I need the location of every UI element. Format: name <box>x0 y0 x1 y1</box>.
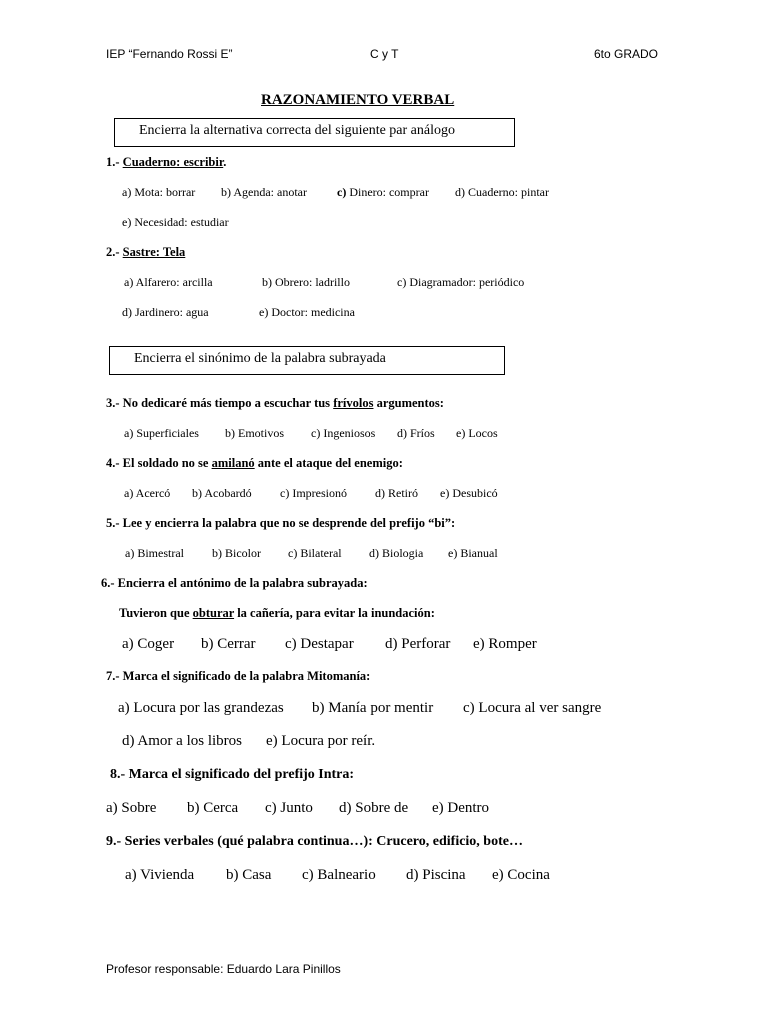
q5-option-a[interactable]: a) Bimestral <box>125 546 184 560</box>
q2-option-e[interactable]: e) Doctor: medicina <box>259 305 355 319</box>
question-3-pre: 3.- No dedicaré más tiempo a escuchar tus <box>106 396 334 410</box>
q8-option-c[interactable]: c) Junto <box>265 800 313 816</box>
q3-option-a[interactable]: a) Superficiales <box>124 426 199 440</box>
question-4-post: ante el ataque del enemigo: <box>254 456 403 470</box>
instruction-box-synonym <box>109 346 505 375</box>
q3-option-e[interactable]: e) Locos <box>456 426 498 440</box>
q1-option-c[interactable] <box>337 185 429 200</box>
footer-teacher: Profesor responsable: Eduardo Lara Pinillos <box>106 962 341 976</box>
question-8: 8.- Marca el significado del prefijo Intra: <box>110 767 355 782</box>
q7-option-b[interactable]: b) Manía por mentir <box>312 700 434 716</box>
q8-option-d[interactable]: d) Sobre de <box>339 800 409 816</box>
question-4-pre: 4.- El soldado no se <box>106 456 212 470</box>
q5-option-d[interactable]: d) Biologia <box>369 546 424 560</box>
q2-option-b[interactable]: b) Obrero: ladrillo <box>262 275 350 289</box>
header-subject: C y T <box>370 47 399 61</box>
q4-option-c[interactable]: c) Impresionó <box>280 486 347 500</box>
q6-option-e[interactable]: e) Romper <box>473 636 537 652</box>
q9-option-b[interactable]: b) Casa <box>226 867 272 883</box>
question-2-word: Sastre: Tela <box>122 245 186 259</box>
q2-option-a[interactable]: a) Alfarero: arcilla <box>124 275 213 289</box>
question-3 <box>106 396 444 411</box>
q1-option-a[interactable]: a) Mota: borrar <box>122 185 196 199</box>
q6-option-a[interactable]: a) Coger <box>122 636 175 652</box>
question-6-word: obturar <box>192 606 235 620</box>
q7-option-c[interactable]: c) Locura al ver sangre <box>463 700 602 716</box>
q8-option-b[interactable]: b) Cerca <box>187 800 239 816</box>
question-2 <box>106 245 185 260</box>
q4-option-e[interactable]: e) Desubicó <box>440 486 498 500</box>
question-6-post: la cañería, para evitar la inundación: <box>234 606 435 620</box>
question-7: 7.- Marca el significado de la palabra Mitomanía: <box>106 669 371 683</box>
q2-option-c[interactable]: c) Diagramador: periódico <box>397 275 525 289</box>
q3-option-b[interactable]: b) Emotivos <box>225 426 284 440</box>
header-school: IEP “Fernando Rossi E” <box>106 47 233 61</box>
q2-option-d[interactable]: d) Jardinero: agua <box>122 305 209 319</box>
q4-option-a[interactable]: a) Acercó <box>124 486 171 500</box>
q5-option-c[interactable]: c) Bilateral <box>288 546 342 560</box>
question-3-post: argumentos: <box>373 396 444 410</box>
q6-option-c[interactable]: c) Destapar <box>285 636 354 652</box>
question-4-word: amilanó <box>211 456 255 470</box>
question-1 <box>106 155 226 170</box>
q9-option-e[interactable]: e) Cocina <box>492 867 550 883</box>
q7-option-a[interactable]: a) Locura por las grandezas <box>118 700 284 716</box>
question-3-word: frívolos <box>333 396 374 410</box>
q6-option-b[interactable]: b) Cerrar <box>201 636 256 652</box>
q3-option-d[interactable]: d) Fríos <box>397 426 435 440</box>
question-1-number: 1.- <box>106 155 123 169</box>
question-4 <box>106 456 403 471</box>
question-9: 9.- Series verbales (qué palabra continua…): Crucero, edificio, bote… <box>106 834 523 849</box>
instruction-synonym-text: Encierra el sinónimo de la palabra subrayada <box>134 351 386 366</box>
q1-option-e[interactable]: e) Necesidad: estudiar <box>122 215 229 229</box>
question-5: 5.- Lee y encierra la palabra que no se desprende del prefijo “bi”: <box>106 516 456 530</box>
q8-option-e[interactable]: e) Dentro <box>432 800 490 816</box>
q4-option-b[interactable]: b) Acobardó <box>192 486 252 500</box>
q8-option-a[interactable]: a) Sobre <box>106 800 157 816</box>
instruction-analogy-text: Encierra la alternativa correcta del siguiente par análogo <box>139 123 455 138</box>
q3-option-c[interactable]: c) Ingeniosos <box>311 426 376 440</box>
question-2-number: 2.- <box>106 245 123 259</box>
instruction-box-analogy <box>114 118 515 147</box>
q9-option-a[interactable]: a) Vivienda <box>125 867 195 883</box>
q1-option-c-text: Dinero: comprar <box>346 185 429 199</box>
header-grade: 6to GRADO <box>594 47 659 61</box>
q1-option-d[interactable]: d) Cuaderno: pintar <box>455 185 549 199</box>
question-6-sentence <box>119 606 435 621</box>
q9-option-c[interactable]: c) Balneario <box>302 867 376 883</box>
q5-option-b[interactable]: b) Bicolor <box>212 546 261 560</box>
q1-option-b[interactable]: b) Agenda: anotar <box>221 185 307 199</box>
q5-option-e[interactable]: e) Bianual <box>448 546 498 560</box>
question-6: 6.- Encierra el antónimo de la palabra subrayada: <box>101 576 368 590</box>
question-6-pre: Tuvieron que <box>119 606 193 620</box>
q9-option-d[interactable]: d) Piscina <box>406 867 466 883</box>
q7-option-d[interactable]: d) Amor a los libros <box>122 733 242 749</box>
q1-option-c-letter: c) <box>337 185 347 199</box>
q4-option-d[interactable]: d) Retiró <box>375 486 418 500</box>
question-1-end: . <box>223 155 227 169</box>
q6-option-d[interactable]: d) Perforar <box>385 636 451 652</box>
page-title: RAZONAMIENTO VERBAL <box>261 92 455 108</box>
question-1-word: Cuaderno: escribir <box>122 155 224 169</box>
q7-option-e[interactable]: e) Locura por reír. <box>266 733 376 749</box>
